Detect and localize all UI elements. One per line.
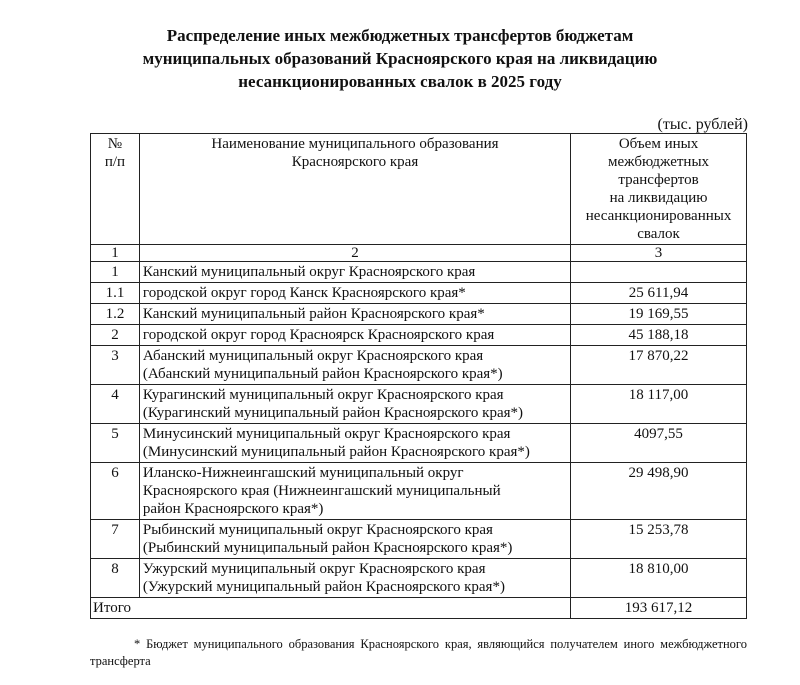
transfers-table [90,133,747,619]
row-amount: 25 611,94 [571,283,747,304]
header-row [91,134,747,245]
table-row [91,424,747,463]
total-value: 193 617,12 [571,598,747,619]
row-name-line: Минусинский муниципальный округ Красноярского края [142,426,511,442]
row-number: 1.2 [91,304,140,325]
row-number: 3 [91,346,140,385]
header-number: № п/п [91,134,140,245]
title-line-3: несанкционированных свалок в 2025 году [238,72,562,91]
row-municipality-name [139,385,570,424]
document-title [40,24,760,93]
row-amount: 18 810,00 [571,559,747,598]
column-index-2: 2 [139,245,570,262]
row-name-line: Канский муниципальный округ Красноярского края [142,264,476,280]
row-name-line: городской округ город Канск Красноярского края* [142,285,466,301]
row-number: 1.1 [91,283,140,304]
row-name-line: Абанский муниципальный округ Красноярского края [142,348,484,364]
table-row [91,304,747,325]
row-municipality-name [139,463,570,520]
table-row [91,346,747,385]
row-number: 2 [91,325,140,346]
row-municipality-name [139,424,570,463]
row-name-line: (Курагинский муниципальный район Красноярского края*) [142,405,524,421]
row-name-line: Иланско-Нижнеингашский муниципальный округ [142,465,464,481]
footnote: * Бюджет муниципального образования Красноярского края, являющийся получателем иного межбюджетного трансферта [90,637,747,668]
row-name-line: Красноярского края (Нижнеингашский муниципальный [142,483,501,499]
row-amount: 4097,55 [571,424,747,463]
table-row [91,520,747,559]
row-name-line: Рыбинский муниципальный округ Красноярского края [142,522,493,538]
table-row [91,559,747,598]
row-number: 7 [91,520,140,559]
row-amount: 19 169,55 [571,304,747,325]
table-body [91,262,747,598]
header-municipality: Наименование муниципального образования Красноярского края [139,134,570,245]
row-number: 8 [91,559,140,598]
row-name-line: Ужурский муниципальный округ Красноярского края [142,561,486,577]
title-line-2: муниципальных образований Красноярского края на ликвидацию [142,49,658,68]
column-index-1: 1 [91,245,140,262]
row-municipality-name [139,346,570,385]
row-name-line: городской округ город Красноярск Красноярского края [142,327,495,343]
row-municipality-name [139,325,570,346]
table-row [91,463,747,520]
row-municipality-name [139,283,570,304]
column-index-row [91,245,747,262]
title-line-1: Распределение иных межбюджетных трансфертов бюджетам [166,26,634,45]
column-index-3: 3 [571,245,747,262]
row-amount: 18 117,00 [571,385,747,424]
row-number: 6 [91,463,140,520]
row-number: 5 [91,424,140,463]
row-amount [571,262,747,283]
total-row [91,598,747,619]
row-number: 1 [91,262,140,283]
row-amount: 29 498,90 [571,463,747,520]
row-name-line: (Абанский муниципальный район Красноярского края*) [142,366,503,382]
row-municipality-name [139,262,570,283]
row-municipality-name [139,304,570,325]
row-municipality-name [139,520,570,559]
row-name-line: (Рыбинский муниципальный район Красноярского края*) [142,540,513,556]
table-row [91,262,747,283]
row-name-line: (Минусинский муниципальный район Красноярского края*) [142,444,530,460]
row-amount: 17 870,22 [571,346,747,385]
row-amount: 45 188,18 [571,325,747,346]
row-name-line: район Красноярского края*) [142,501,324,517]
units-label: (тыс. рублей) [657,116,748,133]
table-row [91,385,747,424]
row-name-line: Канский муниципальный район Красноярского края* [142,306,485,322]
row-amount: 15 253,78 [571,520,747,559]
total-label: Итого [91,598,571,619]
row-number: 4 [91,385,140,424]
row-name-line: (Ужурский муниципальный район Красноярского края*) [142,579,505,595]
table-row [91,283,747,304]
row-name-line: Курагинский муниципальный округ Красноярского края [142,387,504,403]
row-municipality-name [139,559,570,598]
header-amount: Объем иных межбюджетных трансфертов на ликвидацию несанкционированных свалок [571,134,747,245]
table-row [91,325,747,346]
